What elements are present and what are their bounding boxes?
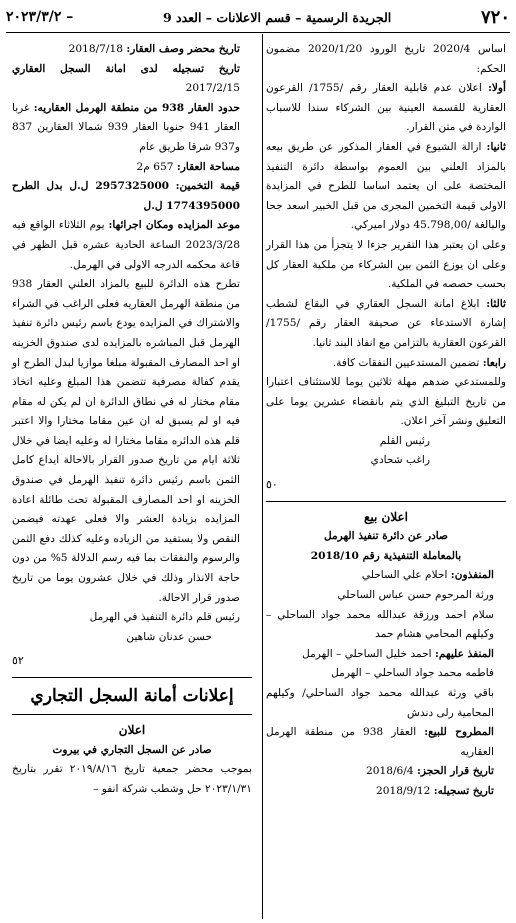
right-column xyxy=(266,40,506,802)
debtor-line xyxy=(266,645,506,665)
seizure-line xyxy=(266,762,506,782)
notice-divider xyxy=(266,501,506,502)
field-label: موعد المزايده ومكان اجرائها: xyxy=(108,219,240,232)
signature-title: رئيس القلم xyxy=(379,434,430,447)
signature-title: رئيس قلم دائرة التنفيذ في الهرمل xyxy=(89,611,240,624)
section-divider xyxy=(12,677,252,678)
field-label: تاريخ محضر وصف العقار: xyxy=(126,43,240,55)
field-value: 2018/6/4 xyxy=(366,765,414,778)
field-label: قيمة التخمين: xyxy=(175,180,240,193)
field-label: المطروح للبيع: xyxy=(424,726,494,739)
auction-terms: تطرح هذه الدائرة للبيع بالمزاد العلني العقار 938 من منطقة الهرمل العقاريه فعلى الراغب في الشراء والاشتراك في المزايده يودع باسم رئيس دائرة تنفيذ الهرمل قبل المباشره بالمزايده لدى صندوق الخزينه او احد المصارف المقبولة مبلغا موازيا لبدل الطرح او يقدم كفالة مصرفية تتضمن هذا المبلغ وعليه اتخاذ مقام مختار له في نطاق الدائرة ان لم يكن له مقام فيه او لم يسبق له ان عين مقاما مختارا والا اعتبر قلم هذه الدائره مقاما مختارا له وعليه ايضا في خلال ثلاثة ايام من تاريخ صدور القرار بالاحالة ايداع كامل الثمن باسم رئيس دائرة تنفيذ الهرمل في صندوق الخزينه او احد المصارف المقبولة تحت طائلة اعادة المزايده بزيادة العشر والا فعلى عهدته فيضمن النقص ولا يستفيد من الزياده وعليه كذلك دفع الثمن والرسوم والنفقات بما فيه رسم الدلالة 5% من دون حاجة الانذار وذلك في خلال عشرون يوما من تاريخ صدور قرار الاحالة. xyxy=(12,278,240,604)
field-value: العقار 938 من منطقة الهرمل العقاريه xyxy=(266,726,494,758)
debtor-line: فاطمه محمد جواد الساحلي – الهرمل xyxy=(331,667,494,680)
notice-heading: اعلان بيع xyxy=(364,509,408,524)
property-bounds xyxy=(12,99,252,158)
creditor-line xyxy=(266,566,506,586)
section-title: إعلانات أمانة السجل التجاري xyxy=(30,686,234,706)
field-label: حدود العقار 938 من منطقة الهرمل العقاريه: xyxy=(33,101,240,114)
field-value: يوم الثلاثاء الواقع فيه 2023/3/28 الساعة الحادية عشره قبل الظهر في قاعة محكمه الدرجه الاولى في الهرمل. xyxy=(12,219,240,271)
field-value: 2018/7/18 xyxy=(68,43,123,55)
field-label: تاريخ تسجيله: xyxy=(433,784,494,797)
left-column xyxy=(12,40,252,799)
notice-number: ٥٠ xyxy=(266,478,278,492)
ruling-item-3 xyxy=(266,295,506,354)
header-rule xyxy=(6,32,510,33)
debtor-line: باقي ورثة عبدالله محمد جواد الساحلي/ وكيلهم المحامية رلى دندش xyxy=(266,687,494,719)
field-value: 2018/9/12 xyxy=(375,784,431,797)
item-text: تضمين المستدعيين النفقات كافة. xyxy=(332,356,480,369)
signature-name: حسن عدنان شاهين xyxy=(126,630,212,643)
notice-body: بموجب محضر جمعية تاريخ ٢٠١٩/٨/١٦ تقرر بتاريخ ٢٠٢٣/١/٣١ حل وشطب شركة انفو – xyxy=(12,763,252,795)
header-title xyxy=(163,10,391,25)
item-label: أولا: xyxy=(487,82,506,95)
field-value: احمد خليل الساحلي – الهرمل xyxy=(302,647,432,660)
property-area xyxy=(12,158,252,178)
notice-subheading: صادر عن السجل التجاري في بيروت xyxy=(52,743,212,756)
publication-title: الجريدة الرسمية – قسم الاعلانات – العدد xyxy=(176,9,392,25)
page-header xyxy=(6,6,510,28)
field-label: المنفذ عليهم: xyxy=(435,647,494,660)
field-label: تاريخ قرار الحجز: xyxy=(416,765,494,778)
registration-line xyxy=(266,782,506,802)
ruling-intro: اساس 2020/4 تاريخ الورود 2020/1/20 مضمون الحكم: xyxy=(266,43,506,75)
item-label: ثالثا: xyxy=(486,297,506,310)
heirs-line: سلام احمد ورزقة عبدالله محمد جواد الساحلي – وكيلهم المحامي هشام حمد xyxy=(266,608,494,641)
page-number: ٧٢٠ xyxy=(480,6,510,28)
ruling-item-2 xyxy=(266,138,506,236)
notice-number: ٥٢ xyxy=(12,654,24,668)
field-value: 2017/2/15 xyxy=(185,82,240,95)
field-label: مساحة العقار: xyxy=(176,160,240,173)
item-text: ازالة الشيوع في العقار المذكور عن طريق بيعه بالمزاد العلني بين العموم بواسطة دائرة التنفيذ المختصة على ان يعتمد اساسا للطرح في المزايدة الاولى قيمة التخمين المجرى من قبل الخبير اسعد جحا والبالغة /45.798,00 دولار اميركي. xyxy=(266,140,506,232)
field-label: تاريخ تسجيله لدى امانة السجل العقاري xyxy=(12,62,240,75)
item-label: ثانيا: xyxy=(486,140,507,153)
issue-number: 9 xyxy=(162,9,172,25)
ruling-item-1 xyxy=(266,79,506,138)
signature-name: راغب شحادي xyxy=(370,454,430,467)
auction-date xyxy=(12,216,252,275)
ruling-item-4 xyxy=(266,354,506,374)
item-text: اعلان عدم قابلية العقار رقم /1755/ القرعون العقارية للقسمة العينية بين الشركاء سندا للاسباب الواردة في متن القرار. xyxy=(266,82,506,134)
item-text: ابلاغ امانة السجل العقاري في البقاع لشطب إشارة الاستدعاء عن صحيفة العقار رقم /1755/ القرعون العقارية بالتزامن مع انفاذ البند ثانيا. xyxy=(266,297,506,349)
field-value: 2957325000 ل.ل بدل الطرح 1774395000 ل.ل xyxy=(12,180,240,212)
field-value: 657 م2 xyxy=(136,160,174,173)
ruling-paragraph: وعلى ان يعتبر هذا التقرير جزءا لا يتجزأ من هذا القرار وعلى ان يوزع الثمن بين الشركاء من ملكية العقار كل بحسب حصصه في الملكية. xyxy=(266,238,506,291)
notice-subheading: بالمعاملة التنفيذية رقم 2018/10 xyxy=(310,549,462,562)
appeal-paragraph: وللمستدعي ضدهم مهلة ثلاثين يوما للاستئناف اعتبارا من تاريخ التبليغ الذي يتم بانقضاء عشرين يوما على التعليق ونشر آخر اعلان. xyxy=(266,376,506,428)
registry-date-line xyxy=(12,60,252,99)
issue-date: ٢٠٢٣/٣/٢ – xyxy=(6,9,74,25)
heirs-line: ورثة المرحوم حسن عباس الساحلي xyxy=(337,589,494,602)
field-label: المنفذون: xyxy=(450,569,494,582)
field-value: غربا العقار 941 جنوبا العقار 939 شمالا العقارين 837 و937 شرقا طريق عام xyxy=(12,101,240,153)
property-valuation xyxy=(12,177,252,216)
item-label: رابعا: xyxy=(482,356,506,369)
column-divider xyxy=(262,34,263,919)
notice-subheading: صادر عن دائرة تنفيذ الهرمل xyxy=(323,530,449,543)
field-value: احلام علي الساحلي xyxy=(361,569,448,582)
notice-heading: اعلان xyxy=(118,723,146,737)
record-date-line xyxy=(12,40,252,60)
property-line xyxy=(266,723,506,762)
section-divider xyxy=(12,714,252,715)
